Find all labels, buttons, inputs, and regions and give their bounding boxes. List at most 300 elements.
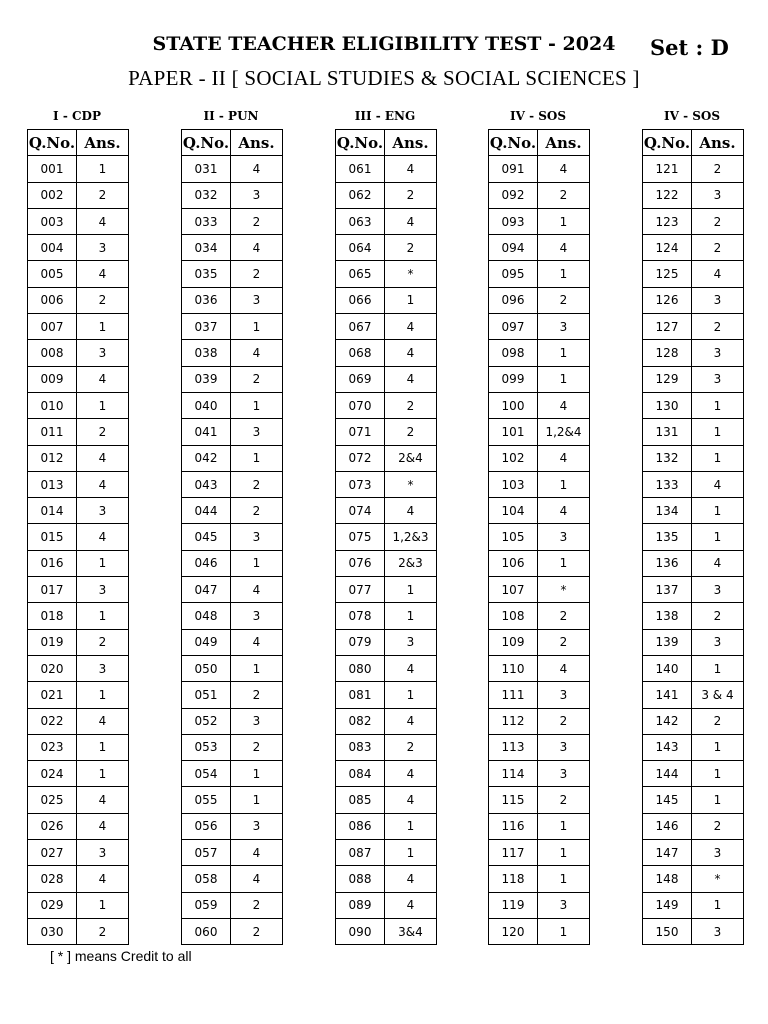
table-row [336, 550, 437, 576]
table-row [182, 261, 283, 287]
question-number: 070 [336, 392, 385, 418]
ans-header: Ans. [538, 130, 590, 156]
question-number: 042 [182, 445, 231, 471]
question-number: 110 [489, 655, 538, 681]
table-row [489, 577, 590, 603]
question-number: 090 [336, 918, 385, 944]
table-row [336, 419, 437, 445]
question-number: 134 [643, 498, 692, 524]
table-row [643, 156, 744, 182]
table-row [28, 866, 129, 892]
table-row [336, 524, 437, 550]
answer-value: 1 [385, 603, 437, 629]
answer-section [642, 108, 742, 945]
question-number: 040 [182, 392, 231, 418]
question-number: 142 [643, 708, 692, 734]
answer-value: 3 [538, 734, 590, 760]
question-number: 108 [489, 603, 538, 629]
answer-value: 4 [231, 235, 283, 261]
answer-value: 2 [77, 182, 129, 208]
question-number: 063 [336, 208, 385, 234]
question-number: 020 [28, 655, 77, 681]
answer-value: 4 [538, 655, 590, 681]
ans-header: Ans. [692, 130, 744, 156]
table-row [489, 419, 590, 445]
answer-table [642, 129, 744, 945]
answer-value: 2 [692, 813, 744, 839]
table-row [336, 156, 437, 182]
question-number: 066 [336, 287, 385, 313]
table-row [489, 550, 590, 576]
answer-value: 2 [538, 287, 590, 313]
question-number: 061 [336, 156, 385, 182]
table-row [489, 471, 590, 497]
answer-value: 3 [385, 629, 437, 655]
question-number: 127 [643, 314, 692, 340]
question-number: 083 [336, 734, 385, 760]
answer-value: 4 [385, 156, 437, 182]
answer-value: 2 [385, 235, 437, 261]
answer-value: 1 [77, 892, 129, 918]
answer-value: 1 [538, 840, 590, 866]
table-row [336, 918, 437, 944]
table-row [489, 918, 590, 944]
table-row [336, 261, 437, 287]
table-row [182, 445, 283, 471]
answer-value: 1 [231, 787, 283, 813]
qno-header: Q.No. [28, 130, 77, 156]
table-row [489, 314, 590, 340]
page-title: STATE TEACHER ELIGIBILITY TEST - 2024 [152, 33, 616, 55]
table-row [28, 787, 129, 813]
question-number: 125 [643, 261, 692, 287]
answer-value: 3 [77, 577, 129, 603]
question-number: 014 [28, 498, 77, 524]
question-number: 059 [182, 892, 231, 918]
table-row [643, 655, 744, 681]
answer-table [488, 129, 590, 945]
question-number: 133 [643, 471, 692, 497]
question-number: 032 [182, 182, 231, 208]
table-row [28, 655, 129, 681]
answer-value: 2 [231, 366, 283, 392]
table-row [643, 366, 744, 392]
table-header-row [489, 130, 590, 156]
question-number: 146 [643, 813, 692, 839]
question-number: 062 [336, 182, 385, 208]
table-row [336, 498, 437, 524]
table-row [336, 813, 437, 839]
table-row [643, 208, 744, 234]
question-number: 109 [489, 629, 538, 655]
table-row [182, 577, 283, 603]
answer-value: 4 [231, 156, 283, 182]
answer-value: 2 [231, 498, 283, 524]
table-row [643, 314, 744, 340]
answer-value: 1 [692, 787, 744, 813]
answer-value: 1 [692, 761, 744, 787]
table-row [28, 892, 129, 918]
table-row [643, 524, 744, 550]
question-number: 099 [489, 366, 538, 392]
answer-value: 2 [692, 235, 744, 261]
question-number: 033 [182, 208, 231, 234]
table-row [489, 287, 590, 313]
answer-value: 1 [231, 761, 283, 787]
table-row [643, 261, 744, 287]
answer-value: 2 [231, 261, 283, 287]
answer-value: 2 [538, 603, 590, 629]
question-number: 072 [336, 445, 385, 471]
table-row [182, 550, 283, 576]
question-number: 132 [643, 445, 692, 471]
question-number: 065 [336, 261, 385, 287]
table-header-row [182, 130, 283, 156]
question-number: 089 [336, 892, 385, 918]
answer-value: 1 [692, 419, 744, 445]
table-row [489, 682, 590, 708]
section-heading: II - PUN [203, 109, 259, 123]
question-number: 035 [182, 261, 231, 287]
question-number: 012 [28, 445, 77, 471]
table-row [336, 629, 437, 655]
table-row [28, 708, 129, 734]
table-row [643, 892, 744, 918]
table-row [489, 813, 590, 839]
table-row [28, 918, 129, 944]
table-row [336, 892, 437, 918]
answer-value: 3 & 4 [692, 682, 744, 708]
answer-value: 2 [231, 682, 283, 708]
answer-value: 2 [538, 629, 590, 655]
table-row [28, 261, 129, 287]
question-number: 097 [489, 314, 538, 340]
table-row [336, 840, 437, 866]
answer-value: 1 [692, 655, 744, 681]
answer-value: 4 [77, 471, 129, 497]
question-number: 091 [489, 156, 538, 182]
answer-value: 1 [77, 603, 129, 629]
question-number: 023 [28, 734, 77, 760]
table-row [336, 682, 437, 708]
question-number: 076 [336, 550, 385, 576]
answer-value: 1 [77, 314, 129, 340]
answer-value: 4 [77, 708, 129, 734]
question-number: 100 [489, 392, 538, 418]
table-row [336, 471, 437, 497]
answer-value: 1 [231, 392, 283, 418]
answer-value: 2 [692, 314, 744, 340]
question-number: 007 [28, 314, 77, 340]
answer-value: 3 [231, 708, 283, 734]
question-number: 046 [182, 550, 231, 576]
question-number: 075 [336, 524, 385, 550]
answer-value: 4 [231, 577, 283, 603]
answer-value: 2 [231, 918, 283, 944]
answer-value: 3 [692, 577, 744, 603]
answer-value: 4 [692, 261, 744, 287]
table-header-row [28, 130, 129, 156]
question-number: 002 [28, 182, 77, 208]
table-row [28, 813, 129, 839]
question-number: 064 [336, 235, 385, 261]
answer-value: 2&3 [385, 550, 437, 576]
table-row [28, 550, 129, 576]
answer-value: 1 [385, 840, 437, 866]
question-number: 008 [28, 340, 77, 366]
section-heading: III - ENG [354, 109, 416, 123]
question-number: 116 [489, 813, 538, 839]
table-row [643, 287, 744, 313]
question-number: 041 [182, 419, 231, 445]
table-row [182, 761, 283, 787]
question-number: 139 [643, 629, 692, 655]
answer-table [27, 129, 129, 945]
question-number: 003 [28, 208, 77, 234]
table-row [336, 655, 437, 681]
table-row [182, 866, 283, 892]
answer-value: 4 [77, 261, 129, 287]
question-number: 047 [182, 577, 231, 603]
answer-value: 1 [231, 550, 283, 576]
question-number: 096 [489, 287, 538, 313]
answer-value: 3&4 [385, 918, 437, 944]
table-row [489, 392, 590, 418]
answer-value: 4 [77, 787, 129, 813]
question-number: 058 [182, 866, 231, 892]
question-number: 087 [336, 840, 385, 866]
table-row [28, 629, 129, 655]
question-number: 029 [28, 892, 77, 918]
answer-value: 3 [538, 682, 590, 708]
answer-value: * [385, 471, 437, 497]
table-row [336, 787, 437, 813]
answer-value: 3 [231, 182, 283, 208]
table-row [182, 918, 283, 944]
table-row [489, 629, 590, 655]
table-row [28, 445, 129, 471]
table-row [336, 208, 437, 234]
question-number: 098 [489, 340, 538, 366]
question-number: 138 [643, 603, 692, 629]
answer-value: 3 [231, 419, 283, 445]
question-number: 009 [28, 366, 77, 392]
section-heading: IV - SOS [509, 109, 567, 123]
answer-value: 4 [385, 208, 437, 234]
question-number: 057 [182, 840, 231, 866]
answer-table [181, 129, 283, 945]
table-row [643, 708, 744, 734]
answer-value: 4 [385, 761, 437, 787]
question-number: 082 [336, 708, 385, 734]
question-number: 104 [489, 498, 538, 524]
answer-value: 4 [385, 366, 437, 392]
table-row [28, 734, 129, 760]
answer-value: 2 [231, 892, 283, 918]
answer-value: 1 [77, 550, 129, 576]
question-number: 120 [489, 918, 538, 944]
question-number: 144 [643, 761, 692, 787]
question-number: 141 [643, 682, 692, 708]
answer-value: 3 [231, 524, 283, 550]
table-row [28, 182, 129, 208]
question-number: 074 [336, 498, 385, 524]
table-row [336, 603, 437, 629]
answer-value: 2 [538, 708, 590, 734]
question-number: 115 [489, 787, 538, 813]
table-row [643, 419, 744, 445]
answer-value: 4 [77, 524, 129, 550]
question-number: 036 [182, 287, 231, 313]
qno-header: Q.No. [336, 130, 385, 156]
question-number: 101 [489, 419, 538, 445]
table-row [643, 840, 744, 866]
answer-value: 4 [231, 840, 283, 866]
question-number: 028 [28, 866, 77, 892]
table-row [489, 208, 590, 234]
table-row [489, 340, 590, 366]
answer-value: 3 [231, 287, 283, 313]
answer-value: * [692, 866, 744, 892]
question-number: 005 [28, 261, 77, 287]
question-number: 056 [182, 813, 231, 839]
table-row [489, 708, 590, 734]
answer-value: 3 [77, 498, 129, 524]
question-number: 113 [489, 734, 538, 760]
table-row [336, 392, 437, 418]
table-row [182, 682, 283, 708]
answer-value: 4 [385, 340, 437, 366]
table-row [182, 813, 283, 839]
question-number: 039 [182, 366, 231, 392]
question-number: 048 [182, 603, 231, 629]
table-row [336, 314, 437, 340]
answer-value: 2&4 [385, 445, 437, 471]
question-number: 022 [28, 708, 77, 734]
answer-section [488, 108, 588, 945]
question-number: 043 [182, 471, 231, 497]
question-number: 030 [28, 918, 77, 944]
table-row [643, 471, 744, 497]
table-row [182, 603, 283, 629]
table-row [28, 287, 129, 313]
question-number: 095 [489, 261, 538, 287]
question-number: 034 [182, 235, 231, 261]
answer-value: 3 [538, 761, 590, 787]
answer-value: 4 [77, 813, 129, 839]
answer-value: 3 [692, 366, 744, 392]
answer-value: 1,2&4 [538, 419, 590, 445]
answer-value: 4 [538, 392, 590, 418]
question-number: 085 [336, 787, 385, 813]
table-row [643, 787, 744, 813]
table-row [28, 340, 129, 366]
table-row [182, 708, 283, 734]
table-row [643, 392, 744, 418]
answer-value: 1 [385, 813, 437, 839]
table-row [28, 682, 129, 708]
question-number: 148 [643, 866, 692, 892]
table-row [28, 156, 129, 182]
question-number: 126 [643, 287, 692, 313]
answer-value: 1 [692, 445, 744, 471]
question-number: 055 [182, 787, 231, 813]
table-row [489, 761, 590, 787]
answer-value: 2 [231, 208, 283, 234]
question-number: 027 [28, 840, 77, 866]
question-number: 071 [336, 419, 385, 445]
table-row [28, 366, 129, 392]
question-number: 016 [28, 550, 77, 576]
answer-value: 1 [385, 577, 437, 603]
table-row [489, 182, 590, 208]
question-number: 006 [28, 287, 77, 313]
question-number: 018 [28, 603, 77, 629]
table-row [489, 498, 590, 524]
answer-value: 2 [385, 419, 437, 445]
answer-value: 1 [77, 682, 129, 708]
table-row [336, 235, 437, 261]
answer-value: 1 [692, 524, 744, 550]
answer-value: 1 [538, 471, 590, 497]
question-number: 045 [182, 524, 231, 550]
table-row [28, 840, 129, 866]
question-number: 015 [28, 524, 77, 550]
answer-value: 3 [77, 655, 129, 681]
table-row [182, 366, 283, 392]
table-row [643, 577, 744, 603]
answer-value: 1 [77, 761, 129, 787]
table-row [489, 787, 590, 813]
answer-value: 2 [692, 156, 744, 182]
table-row [182, 471, 283, 497]
answer-value: 2 [385, 734, 437, 760]
qno-header: Q.No. [489, 130, 538, 156]
question-number: 067 [336, 314, 385, 340]
question-number: 019 [28, 629, 77, 655]
answer-value: 1 [538, 208, 590, 234]
answer-value: 2 [77, 918, 129, 944]
question-number: 026 [28, 813, 77, 839]
answer-value: 3 [77, 235, 129, 261]
answer-value: 2 [692, 708, 744, 734]
question-number: 145 [643, 787, 692, 813]
answer-value: 4 [692, 550, 744, 576]
table-row [182, 392, 283, 418]
table-row [182, 498, 283, 524]
answer-value: * [385, 261, 437, 287]
question-number: 128 [643, 340, 692, 366]
table-row [182, 208, 283, 234]
table-row [643, 182, 744, 208]
answer-value: 1 [231, 655, 283, 681]
table-row [182, 840, 283, 866]
answer-value: 2 [231, 471, 283, 497]
question-number: 011 [28, 419, 77, 445]
table-row [489, 840, 590, 866]
question-number: 086 [336, 813, 385, 839]
table-row [182, 655, 283, 681]
table-row [336, 182, 437, 208]
table-row [643, 629, 744, 655]
table-row [489, 655, 590, 681]
answer-value: 4 [77, 445, 129, 471]
question-number: 079 [336, 629, 385, 655]
answer-value: 3 [77, 840, 129, 866]
answer-value: 1 [77, 392, 129, 418]
table-row [182, 629, 283, 655]
answer-value: 1 [692, 498, 744, 524]
